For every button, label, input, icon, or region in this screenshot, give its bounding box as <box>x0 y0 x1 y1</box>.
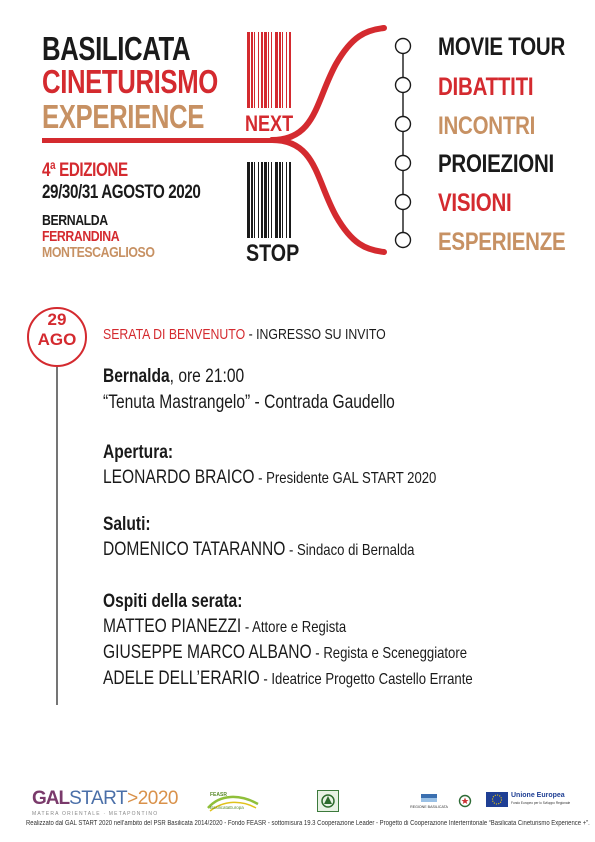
next-label: NEXT <box>245 111 294 136</box>
eu-label: Unione Europea <box>511 792 565 799</box>
dates-label: 29/30/31 AGOSTO 2020 <box>42 182 201 203</box>
date-badge-day: 29 <box>47 310 67 329</box>
menu-visioni: VISIONI <box>438 189 512 217</box>
menu-timeline-dot <box>396 39 411 54</box>
barcode-bar <box>289 32 291 108</box>
eu-flag-icon <box>486 792 508 807</box>
barcode-bar <box>264 32 267 108</box>
regione-basilicata-logo <box>410 794 448 809</box>
fork-lower-curve <box>272 140 384 252</box>
barcode-bar <box>268 32 269 108</box>
barcode-bar <box>258 162 259 238</box>
event-headline-sub: INGRESSO SU INVITO <box>256 326 386 343</box>
guests-heading: Ospiti della serata: <box>103 591 243 612</box>
guest-role: - Attore e Regista <box>241 619 347 636</box>
barcode-bar <box>251 162 253 238</box>
stop-label: STOP <box>246 240 300 267</box>
town-bernalda: BERNALDA <box>42 212 108 229</box>
menu-timeline-dot <box>396 233 411 248</box>
event-headline <box>103 326 386 343</box>
event-headline-main: SERATA DI BENVENUTO <box>103 326 246 343</box>
barcode-next <box>247 32 291 108</box>
barcode-bar <box>279 162 281 238</box>
unione-europea-logo <box>486 792 571 808</box>
barcode-bar <box>271 32 272 108</box>
barcode-bar <box>286 162 287 238</box>
gal-start-logo <box>32 788 178 817</box>
barcode-bar <box>271 162 272 238</box>
event-headline-sep: - <box>245 326 257 343</box>
guest-row <box>103 642 467 664</box>
greetings-role: - Sindaco di Bernalda <box>285 542 415 559</box>
guest-role: - Regista e Sceneggiatore <box>311 645 468 662</box>
menu-timeline-dot <box>396 195 411 210</box>
regione-label: REGIONE BASILICATA <box>410 805 448 809</box>
gal-logo-tagline: MATERA ORIENTALE · METAPONTINO <box>32 811 159 817</box>
guest-row <box>103 668 473 690</box>
guest-name: ADELE DELL’ERARIO <box>103 668 260 689</box>
event-place-time: , ore 21:00 <box>169 366 245 387</box>
title-cineturismo: CINETURISMO <box>42 63 218 100</box>
italy-emblem-icon <box>458 793 472 809</box>
opening-role: - Presidente GAL START 2020 <box>254 470 437 487</box>
feasr-label: FEASR <box>210 792 227 798</box>
barcode-bar <box>261 32 263 108</box>
gal-logo-gal: GAL <box>32 788 70 809</box>
event-place-town: Bernalda <box>103 366 170 387</box>
regione-flag-icon <box>421 794 437 802</box>
red-rail <box>42 138 274 143</box>
menu-incontri: INCONTRI <box>438 112 536 140</box>
barcode-bar <box>247 162 250 238</box>
greetings-line <box>103 539 414 561</box>
menu-movie-tour: MOVIE TOUR <box>438 33 566 61</box>
town-ferrandina: FERRANDINA <box>42 228 120 245</box>
barcode-bar <box>275 32 278 108</box>
menu-timeline-dot <box>396 78 411 93</box>
event-place <box>103 366 244 388</box>
barcode-bar <box>254 162 255 238</box>
guest-name: MATTEO PIANEZZI <box>103 616 242 637</box>
greetings-heading: Saluti: <box>103 514 151 535</box>
menu-timeline-dot <box>396 156 411 171</box>
event-venue: “Tenuta Mastrangelo” - Contrada Gaudello <box>103 392 395 413</box>
barcode-bar <box>279 32 281 108</box>
edition-label: 4ª EDIZIONE <box>42 160 128 181</box>
opening-name: LEONARDO BRAICO <box>103 467 255 488</box>
eu-sub: Fondo Europeo per lo Sviluppo Regionale <box>511 801 571 805</box>
barcode-bar <box>261 162 263 238</box>
barcode-bar <box>282 32 283 108</box>
greetings-name: DOMENICO TATARANNO <box>103 539 286 560</box>
event-timeline <box>0 300 120 720</box>
title-basilicata: BASILICATA <box>42 30 191 67</box>
barcode-bar <box>254 32 255 108</box>
gal-logo-start: START <box>69 788 128 809</box>
title-experience: EXPERIENCE <box>42 98 205 135</box>
menu-esperienze: ESPERIENZE <box>438 228 566 256</box>
barcode-bar <box>282 162 283 238</box>
barcode-bar <box>247 32 250 108</box>
barcode-bar <box>264 162 267 238</box>
menu-timeline-dot <box>396 117 411 132</box>
opening-heading: Apertura: <box>103 442 174 463</box>
opening-line <box>103 467 436 489</box>
barcode-bar <box>289 162 291 238</box>
guest-name: GIUSEPPE MARCO ALBANO <box>103 642 312 663</box>
barcode-bar <box>275 162 278 238</box>
date-badge-month: AGO <box>37 330 77 349</box>
barcode-stop <box>247 162 291 238</box>
repubblica-emblem-logo <box>458 793 472 809</box>
guest-role: - Ideatrice Progetto Castello Errante <box>259 671 473 688</box>
leader-logo <box>317 790 339 812</box>
barcode-bar <box>286 32 287 108</box>
town-montescaglioso: MONTESCAGLIOSO <box>42 244 155 261</box>
menu-proiezioni: PROIEZIONI <box>438 150 555 178</box>
footer-credits: Realizzato dal GAL START 2020 nell’ambito del PSR Basilicata 2014/2020 - Fondo FEASR - sottomisura 19.3 Cooperazione Leader - Progetto di Cooperazione Interterritoriale “Basilicata Cineturismo Experience +”. <box>26 820 590 827</box>
barcode-bar <box>258 32 259 108</box>
feasr-sub: BasilicataEuropa <box>210 805 244 810</box>
feasr-logo <box>206 790 260 814</box>
gal-logo-year: >2020 <box>127 788 179 809</box>
barcode-bar <box>268 162 269 238</box>
menu-dibattiti: DIBATTITI <box>438 73 534 101</box>
leader-star-icon <box>318 791 338 811</box>
barcode-bar <box>251 32 253 108</box>
guest-row <box>103 616 346 638</box>
